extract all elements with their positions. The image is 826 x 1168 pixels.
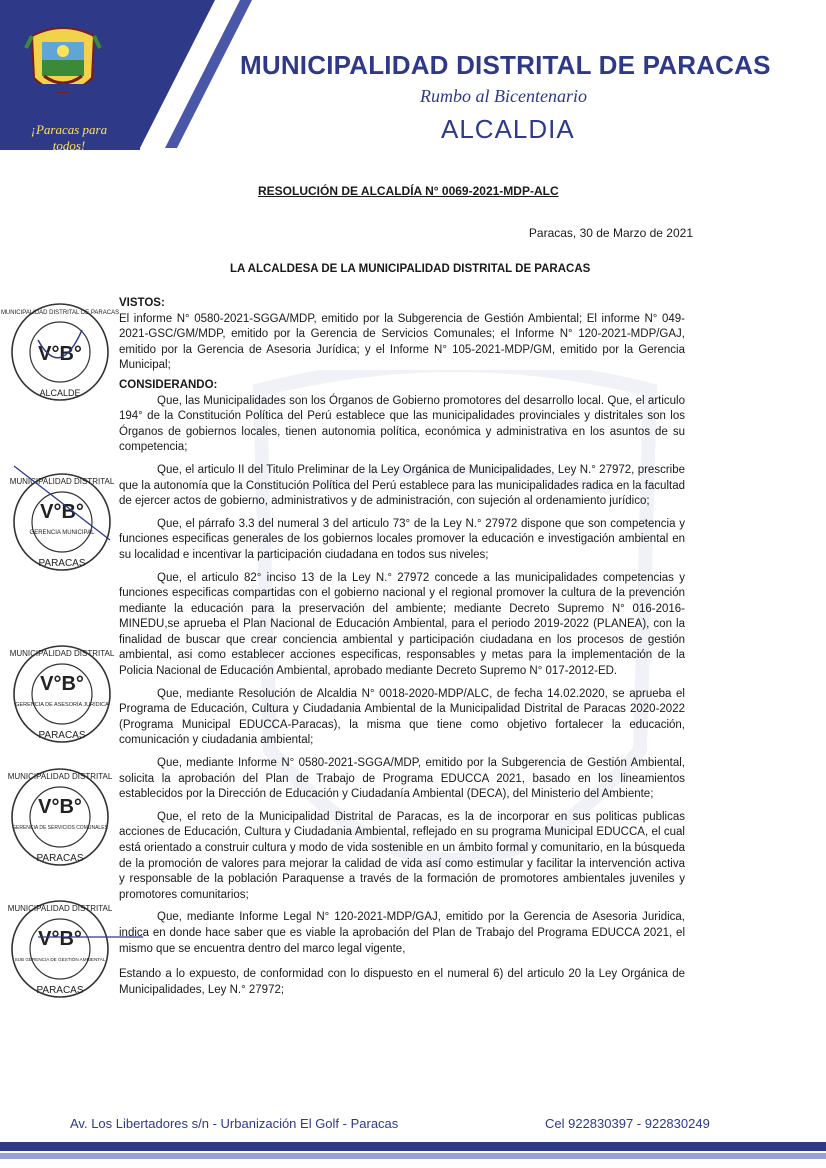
footer-address: Av. Los Libertadores s/n - Urbanización El Golf - Paracas bbox=[70, 1116, 399, 1131]
slogan: ¡Paracas para todos! bbox=[30, 122, 108, 153]
stamp-bottom: ALCALDE bbox=[39, 388, 81, 398]
stamp-center: V°B° bbox=[38, 343, 82, 365]
stamp-center: V°B° bbox=[40, 501, 84, 523]
paragraph: Que, el párrafo 3.3 del numeral 3 del articulo 73° de la Ley N.° 27972 dispone que son competencia y funciones especificas generales de los gobiernos locales promover la educación e investigación ambiental en su localidad e incentivar la participación ciudadana en todos sus niveles; bbox=[119, 517, 685, 561]
stamp-top: MUNICIPALIDAD DISTRITAL bbox=[9, 477, 115, 486]
municipal-crest-icon bbox=[22, 18, 104, 110]
paragraph: Que, las Municipalidades son los Órganos de Gobierno promotores del desarrollo local. Que, el articulo 194° de la Constitución Política del Perú establece que las municipalidades provinciales y distritales son los Órganos de gobiernos locales, tienen autonomia política, económica y administrativa en los asuntos de su competencia; bbox=[119, 394, 685, 454]
stamp-seal-icon bbox=[8, 897, 112, 1001]
considerando-heading: CONSIDERANDO: bbox=[119, 378, 218, 391]
stamp-top: MUNICIPALIDAD DISTRITAL bbox=[7, 772, 113, 781]
stamp-top: MUNICIPALIDAD DISTRITAL DE PARACAS bbox=[0, 310, 120, 316]
stamp-center: V°B° bbox=[38, 928, 82, 950]
stamp-bottom: PARACAS bbox=[38, 558, 86, 569]
resolution-title: RESOLUCIÓN DE ALCALDÍA N° 0069-2021-MDP-ALC bbox=[258, 184, 559, 198]
approval-stamp bbox=[8, 897, 112, 1001]
resolution-body bbox=[119, 296, 685, 1005]
stamp-sub: SUB GERENCIA DE GESTIÓN AMBIENTAL bbox=[14, 957, 106, 962]
approval-stamp bbox=[10, 642, 114, 746]
stamp-seal-icon bbox=[0, 300, 120, 404]
approval-stamp bbox=[0, 300, 120, 404]
stamp-center: V°B° bbox=[38, 796, 82, 818]
issuing-authority: LA ALCALDESA DE LA MUNICIPALIDAD DISTRITAL DE PARACAS bbox=[230, 263, 591, 275]
paragraph: Que, mediante Informe N° 0580-2021-SGGA/MDP, emitido por la Subgerencia de Gestión Ambiental, solicita la aprobación del Plan de Trabajo de Programa EDUCCA 2021, basado en los lineamientos establecidos por la Dirección de Educación y Ciudadanía Ambiental (DECA), del Ministerio del Ambiente; bbox=[119, 757, 685, 801]
stamp-sub: GERENCIA DE SERVICIOS COMUNALES bbox=[12, 825, 108, 831]
stamp-seal-icon bbox=[8, 765, 112, 869]
municipality-name: MUNICIPALIDAD DISTRITAL DE PARACAS bbox=[240, 50, 771, 80]
footer-rule bbox=[0, 1142, 826, 1151]
office-name: ALCALDIA bbox=[441, 114, 575, 144]
stamp-sub: GERENCIA DE ASESORÍA JURÍDICA bbox=[15, 702, 109, 708]
stamp-bottom: PARACAS bbox=[38, 730, 86, 741]
footer-phones: Cel 922830397 - 922830249 bbox=[545, 1116, 710, 1131]
paragraph: Que, el articulo II del Titulo Preliminar de la Ley Orgánica de Municipalidades, Ley N.° 27972, prescribe que la autonomía que la Constitución Política del Perú establece para las municipalidades radica en la facultad de ejercer actos de gobierno, administrativos y de administración, con sujeción al ordenamiento jurídico; bbox=[119, 463, 685, 508]
footer-rule-light bbox=[0, 1153, 826, 1159]
paragraph: Que, el articulo 82° inciso 13 de la Ley N.° 27972 concede a las municipalidades competencias y funciones especificas compartidas con el gobierno nacional y el regional promover la cultura de la prevención mediante la educación para la preservación del ambiente; mediante Decreto Supremo N° 016-2016-MINEDU,se aprueba el Plan Nacional de Educación Ambiental, para el periodo 2019-2022 (PLANEA), con la finalidad de buscar que crear conciencia ambiental y participación ciudadana en los procesos de gestión ambiental, asi como establecer acciones especificas, responsables y metas para la implementación de la Policia Nacional de Educación Ambiental, aprobado mediante Decreto Supremo N° 017-2012-ED. bbox=[119, 571, 685, 678]
stamp-top: MUNICIPALIDAD DISTRITAL bbox=[7, 904, 113, 913]
paragraph: Que, el reto de la Municipalidad Distrital de Paracas, es la de incorporar en sus politicas publicas acciones de Educación, Cultura y Ciudadania Ambiental, reflejado en su programa Municipal EDUCCA, el cual está orientado a construir cultura y modo de vida sostenible en un ámbito formal y comunitario, en la búsqueda de la promoción de valores para mejorar la calidad de vida así como estimular y facilitar la intervención activa y responsable de la población Paraquense a través de la formación de promotores ambientales juveniles y promotores comunitarios; bbox=[119, 810, 685, 901]
paragraph: Que, mediante Informe Legal N° 120-2021-MDP/GAJ, emitido por la Gerencia de Asesoria Juridica, indica en donde hace saber que es viable la aprobación del Plan de Trabajo del Programa EDUCCA 2021, el mismo que se encuentra dentro del marco legal vigente, bbox=[119, 911, 685, 955]
stamp-seal-icon bbox=[10, 470, 114, 574]
approval-stamp bbox=[10, 470, 114, 574]
vistos-heading: VISTOS: bbox=[119, 297, 165, 309]
stamp-seal-icon bbox=[10, 642, 114, 746]
vistos-text: El informe N° 0580-2021-SGGA/MDP, emitido por la Subgerencia de Gestión Ambiental; El informe N° 049-2021-GSC/GM/MDP, emitido por la Gerencia de Servicios Comunales; el Informe N° 120-2021-MDP/GAJ, emitido por la Gerencia de Asesoria Jurídica; y el Informe N° 105-2021-MDP/GM, emitido por la Gerencia Municipal; bbox=[119, 312, 685, 372]
closing-paragraph: Estando a lo expuesto, de conformidad con lo dispuesto en el numeral 6) del articulo 20 la Ley Orgánica de Municipalidades, Ley N.° 27972; bbox=[119, 968, 685, 996]
motto: Rumbo al Bicentenario bbox=[420, 86, 587, 106]
approval-stamp bbox=[8, 765, 112, 869]
stamp-sub: GERENCIA MUNICIPAL bbox=[29, 530, 95, 536]
stamp-bottom: PARACAS bbox=[36, 853, 84, 864]
paragraph: Que, mediante Resolución de Alcaldia N° 0018-2020-MDP/ALC, de fecha 14.02.2020, se aprueba el Programa de Educación, Cultura y Ciudadania Ambiental de la Municipalidad Distrital de Paracas 2020-2022 (Programa Municipal EDUCCA-Paracas), la misma que tiene como objetivo fortalecer la educación, comunicación y ciudadania ambiental; bbox=[119, 687, 685, 747]
letterhead bbox=[0, 0, 826, 153]
stamp-top: MUNICIPALIDAD DISTRITAL bbox=[9, 649, 115, 658]
stamp-center: V°B° bbox=[40, 673, 84, 695]
document-date: Paracas, 30 de Marzo de 2021 bbox=[528, 226, 693, 240]
stamp-bottom: PARACAS bbox=[36, 985, 84, 996]
